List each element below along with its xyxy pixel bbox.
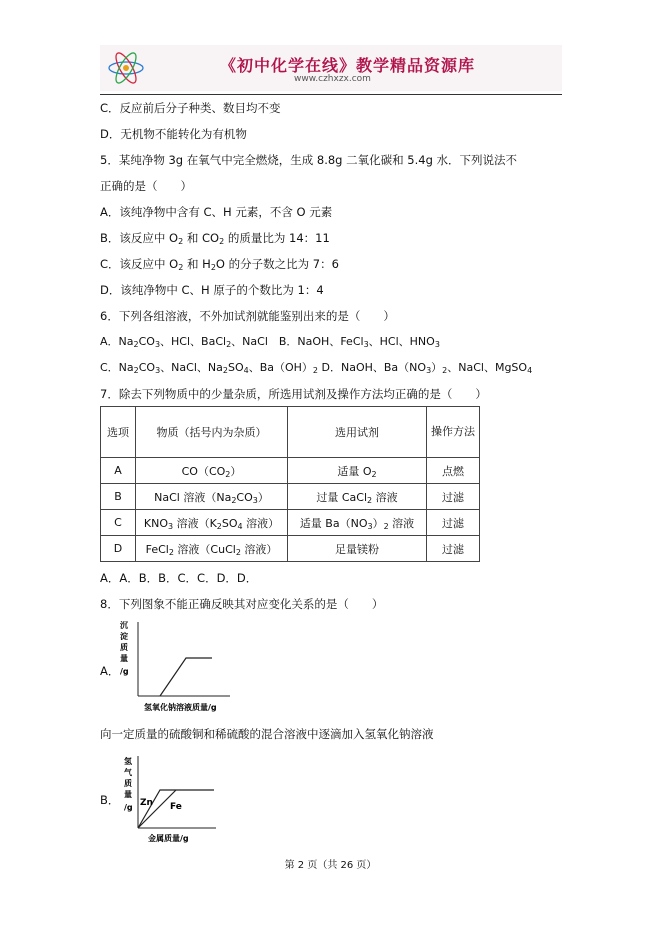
q5-option-b: B．该反应中 $O_2$ 和 $CO_2$ 的质量比为 14：11 [100, 231, 330, 246]
xlabel: 金属质量/g [148, 834, 189, 843]
q5-option-d: D．该纯净物中 C、H 原子的个数比为 1：4 [100, 283, 324, 297]
xlabel: 氢氧化钠溶液质量/g [144, 703, 217, 712]
q8-option-b-label: B． [100, 793, 120, 807]
cell-option: A [101, 458, 136, 484]
cell-reagent: 适量 $Ba(NO_3)_2$ 溶液 [288, 510, 427, 536]
q7-answer-choices: A．A．B．B．C．C．D．D． [100, 571, 258, 585]
header-url: www.czhxzx.com [294, 74, 371, 84]
q6-stem: 6．下列各组溶液，不外加试剂就能鉴别出来的是（ ） [100, 309, 395, 323]
q7-stem: 7．除去下列物质中的少量杂质，所选用试剂及操作方法均正确的是（ ） [100, 387, 487, 401]
q6-options-cd: C．$Na_2CO_3$、NaCl、$Na_2SO_4$、$Ba(OH)_2$ D．NaOH、$Ba(NO_3)_2$、NaCl、MgSO$_4$ [100, 361, 533, 375]
cell-option: B [101, 484, 136, 510]
q7-table [100, 406, 480, 562]
cell-reagent: 足量镁粉 [288, 536, 427, 562]
ylabel-char: 质 [124, 779, 132, 788]
cell-method: 过滤 [427, 510, 480, 536]
cell-reagent: 适量 $O_2$ [288, 458, 427, 484]
cell-substance: FeCl$_2$ 溶液（CuCl$_2$ 溶液） [136, 536, 288, 562]
cell-substance: NaCl 溶液$(Na_2CO_3)$ [136, 484, 288, 510]
precipitate-curve [160, 658, 212, 696]
ylabel-char: 质 [120, 643, 128, 652]
header-reagent: 选用试剂 [288, 407, 427, 458]
ylabel-char: 气 [124, 768, 132, 777]
page-footer: 第 2 页（共 26 页） [284, 860, 377, 871]
table-row [101, 536, 480, 562]
atom-logo-icon [106, 49, 146, 87]
ylabel-char: /g [120, 667, 129, 676]
q8-option-a-description: 向一定质量的硫酸铜和稀硫酸的混合溶液中逐滴加入氢氧化钠溶液 [100, 727, 434, 741]
header-rule [100, 94, 562, 95]
cell-substance: $CO(CO_2)$ [136, 458, 288, 484]
header-substance: 物质（括号内为杂质） [136, 407, 288, 458]
cell-option: D [101, 536, 136, 562]
cell-method: 点燃 [427, 458, 480, 484]
header-banner [100, 45, 562, 91]
cell-reagent: 过量 CaCl$_2$ 溶液 [288, 484, 427, 510]
q8-graph-a [118, 618, 233, 716]
header-option: 选项 [101, 407, 136, 458]
q8-stem: 8．下列图象不能正确反映其对应变化关系的是（ ） [100, 597, 384, 611]
ylabel-char: 氢 [124, 757, 132, 766]
table-row [101, 484, 480, 510]
ylabel-char: 沉 [120, 621, 128, 630]
table-header-row [101, 407, 480, 458]
header-title: 《初中化学在线》教学精品资源库 [220, 56, 476, 75]
header-method: 操作方法 [427, 407, 480, 458]
ylabel-char: 量 [124, 790, 132, 799]
q8-graph-b [118, 752, 222, 846]
ylabel-char: 量 [120, 654, 128, 663]
q6-options-ab: A．$Na_2CO_3$、HCl、BaCl$_2$、NaCl B．NaOH、FeCl$_3$、HCl、$HNO_3$ [100, 335, 440, 349]
ylabel-char: /g [124, 803, 133, 812]
ylabel-char: 淀 [120, 632, 128, 641]
q8-option-a-label: A． [100, 664, 120, 678]
cell-method: 过滤 [427, 484, 480, 510]
cell-substance: $KNO_3$ 溶液（$K_2SO_4$ 溶液） [136, 510, 288, 536]
q5-option-c: C．该反应中 $O_2$ 和 $H_2O$ 的分子数之比为 7：6 [100, 257, 339, 272]
q5-option-a: A．该纯净物中含有 C、H 元素，不含 O 元素 [100, 205, 333, 219]
zn-label: Zn [140, 798, 153, 808]
q4-option-c: C．反应前后分子种类、数目均不变 [100, 101, 281, 115]
q4-option-d: D．无机物不能转化为有机物 [100, 127, 247, 141]
q5-stem: 5．某纯净物 3g 在氧气中完全燃烧，生成 8.8g 二氧化碳和 5.4g 水．下列说法不 [100, 153, 518, 167]
cell-method: 过滤 [427, 536, 480, 562]
fe-label: Fe [170, 802, 182, 812]
table-row [101, 510, 480, 536]
cell-option: C [101, 510, 136, 536]
q5-stem-cont: 正确的是（ ） [100, 179, 192, 193]
table-row [101, 458, 480, 484]
